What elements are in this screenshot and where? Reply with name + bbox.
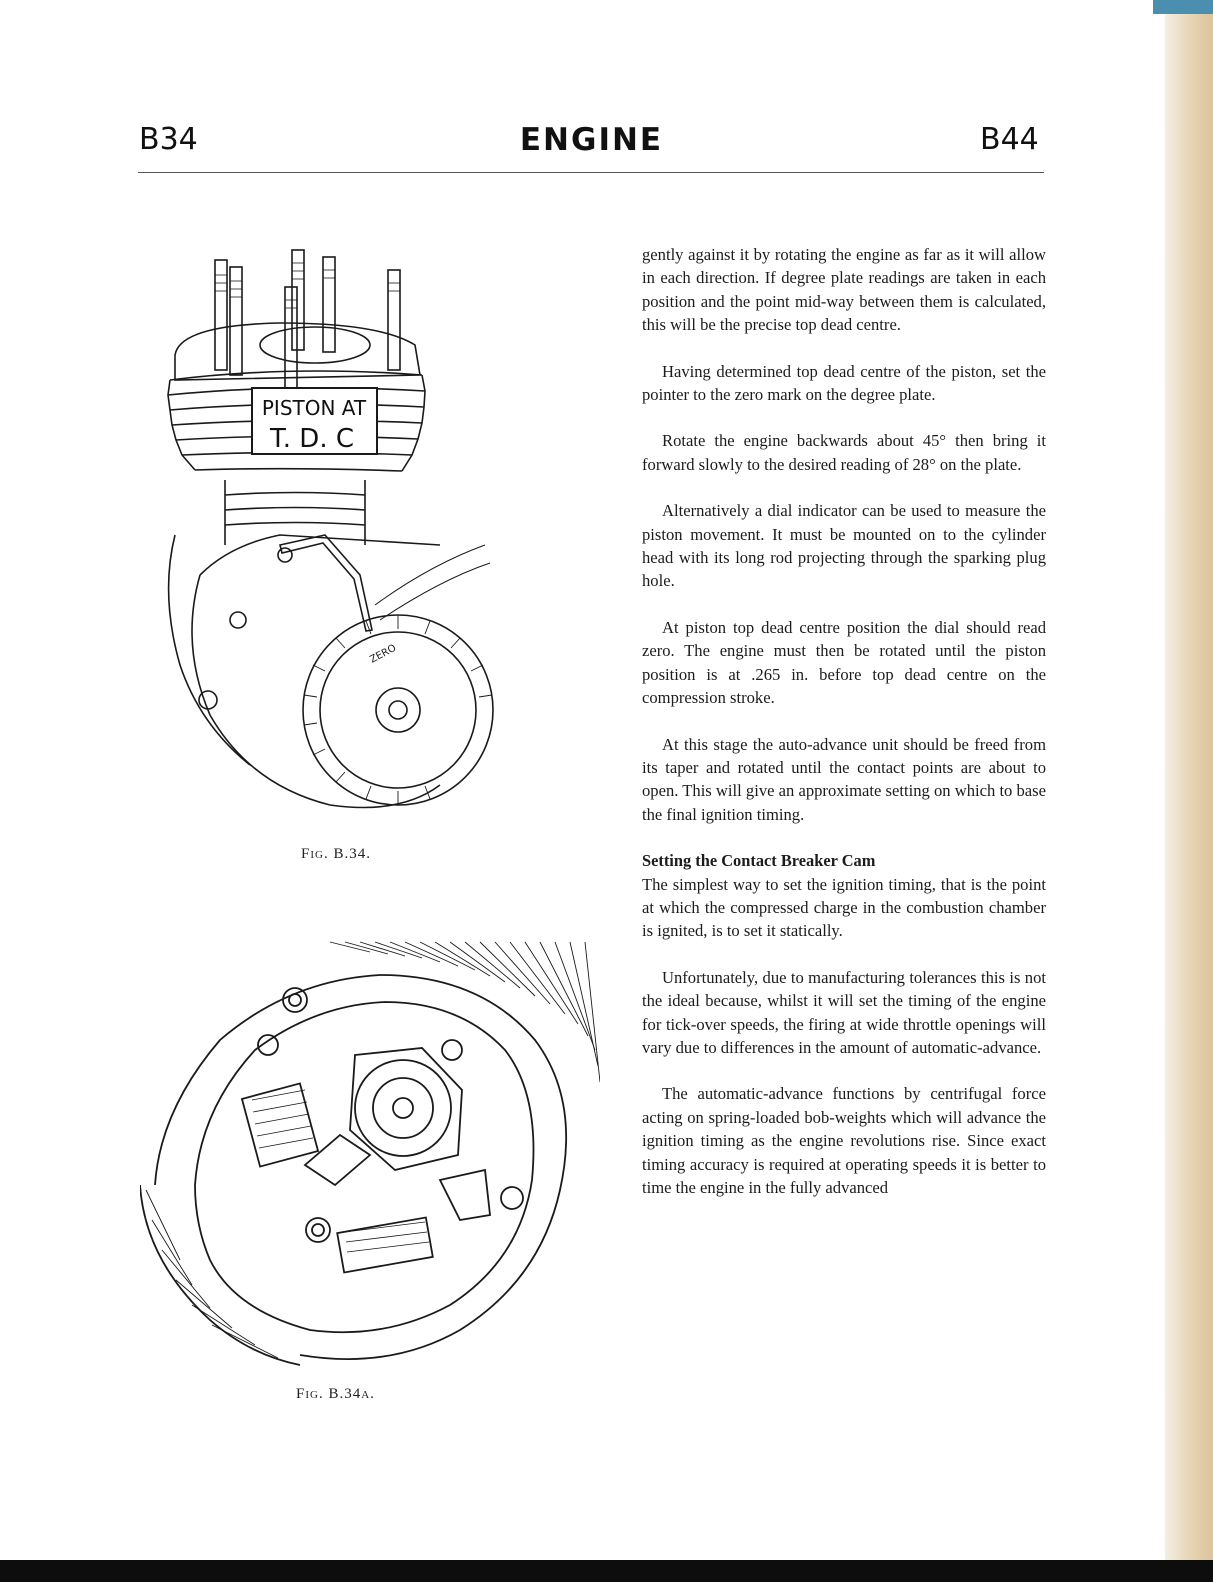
page-edge-accent	[1153, 0, 1213, 14]
figure-contact-breaker	[140, 940, 600, 1380]
figure-caption-b34: Fig. B.34.	[301, 846, 371, 862]
body-text-column	[642, 243, 1046, 1222]
body-paragraph: At piston top dead centre position the dial should read zero. The engine must then be rotated until the piston position is at .265 in. before top dead centre on the compression stroke.	[642, 617, 1046, 708]
tdc-label-line1: PISTON AT	[261, 396, 367, 420]
engine-illustration	[140, 245, 600, 840]
scan-bottom-edge	[0, 1560, 1213, 1582]
figure-engine-tdc	[140, 245, 600, 840]
contact-breaker-illustration	[140, 940, 600, 1380]
page-edge-shadow	[1165, 0, 1213, 1582]
zero-mark-label: ZERO	[368, 642, 399, 666]
section-heading: Setting the Contact Breaker Cam	[642, 851, 876, 871]
header-right-code: B44	[980, 122, 1039, 157]
body-paragraph: gently against it by rotating the engine as far as it will allow in each direction. If degree plate readings are taken in each position and the point mid-way between them is calculated, this will be the precise top dead centre.	[642, 245, 1046, 335]
header-rule	[138, 172, 1044, 173]
section-paragraph: The automatic-advance functions by centrifugal force acting on spring-loaded bob-weights which will advance the ignition timing as the engine revolutions rise. Since exact timing accuracy is required at operating speeds it is better to time the engine in the fully advanced	[642, 1084, 1046, 1197]
page-title: ENGINE	[519, 122, 664, 158]
body-paragraph: Rotate the engine backwards about 45° then bring it forward slowly to the desired reading of 28° on the plate.	[642, 431, 1046, 474]
figure-caption-b34a: Fig. B.34a.	[296, 1386, 375, 1402]
body-paragraph: Alternatively a dial indicator can be used to measure the piston movement. It must be mounted on to the cylinder head with its long rod projecting through the sparking plug hole.	[642, 501, 1046, 591]
section-paragraph: Unfortunately, due to manufacturing tolerances this is not the ideal because, whilst it will set the timing of the engine for tick-over speeds, the firing at wide throttle openings will vary due to differences in the amount of automatic-advance.	[642, 967, 1046, 1057]
header-left-code: B34	[139, 122, 198, 157]
body-paragraph: At this stage the auto-advance unit should be freed from its taper and rotated until the contact points are about to open. This will give an approximate setting on which to base the final ignition timing.	[642, 734, 1046, 824]
body-paragraph: Having determined top dead centre of the piston, set the pointer to the zero mark on the degree plate.	[642, 361, 1046, 405]
section-paragraph: The simplest way to set the ignition timing, that is the point at which the compressed charge in the combustion chamber is ignited, is to set it statically.	[642, 874, 1046, 941]
tdc-label-line2: T. D. C	[269, 424, 355, 454]
